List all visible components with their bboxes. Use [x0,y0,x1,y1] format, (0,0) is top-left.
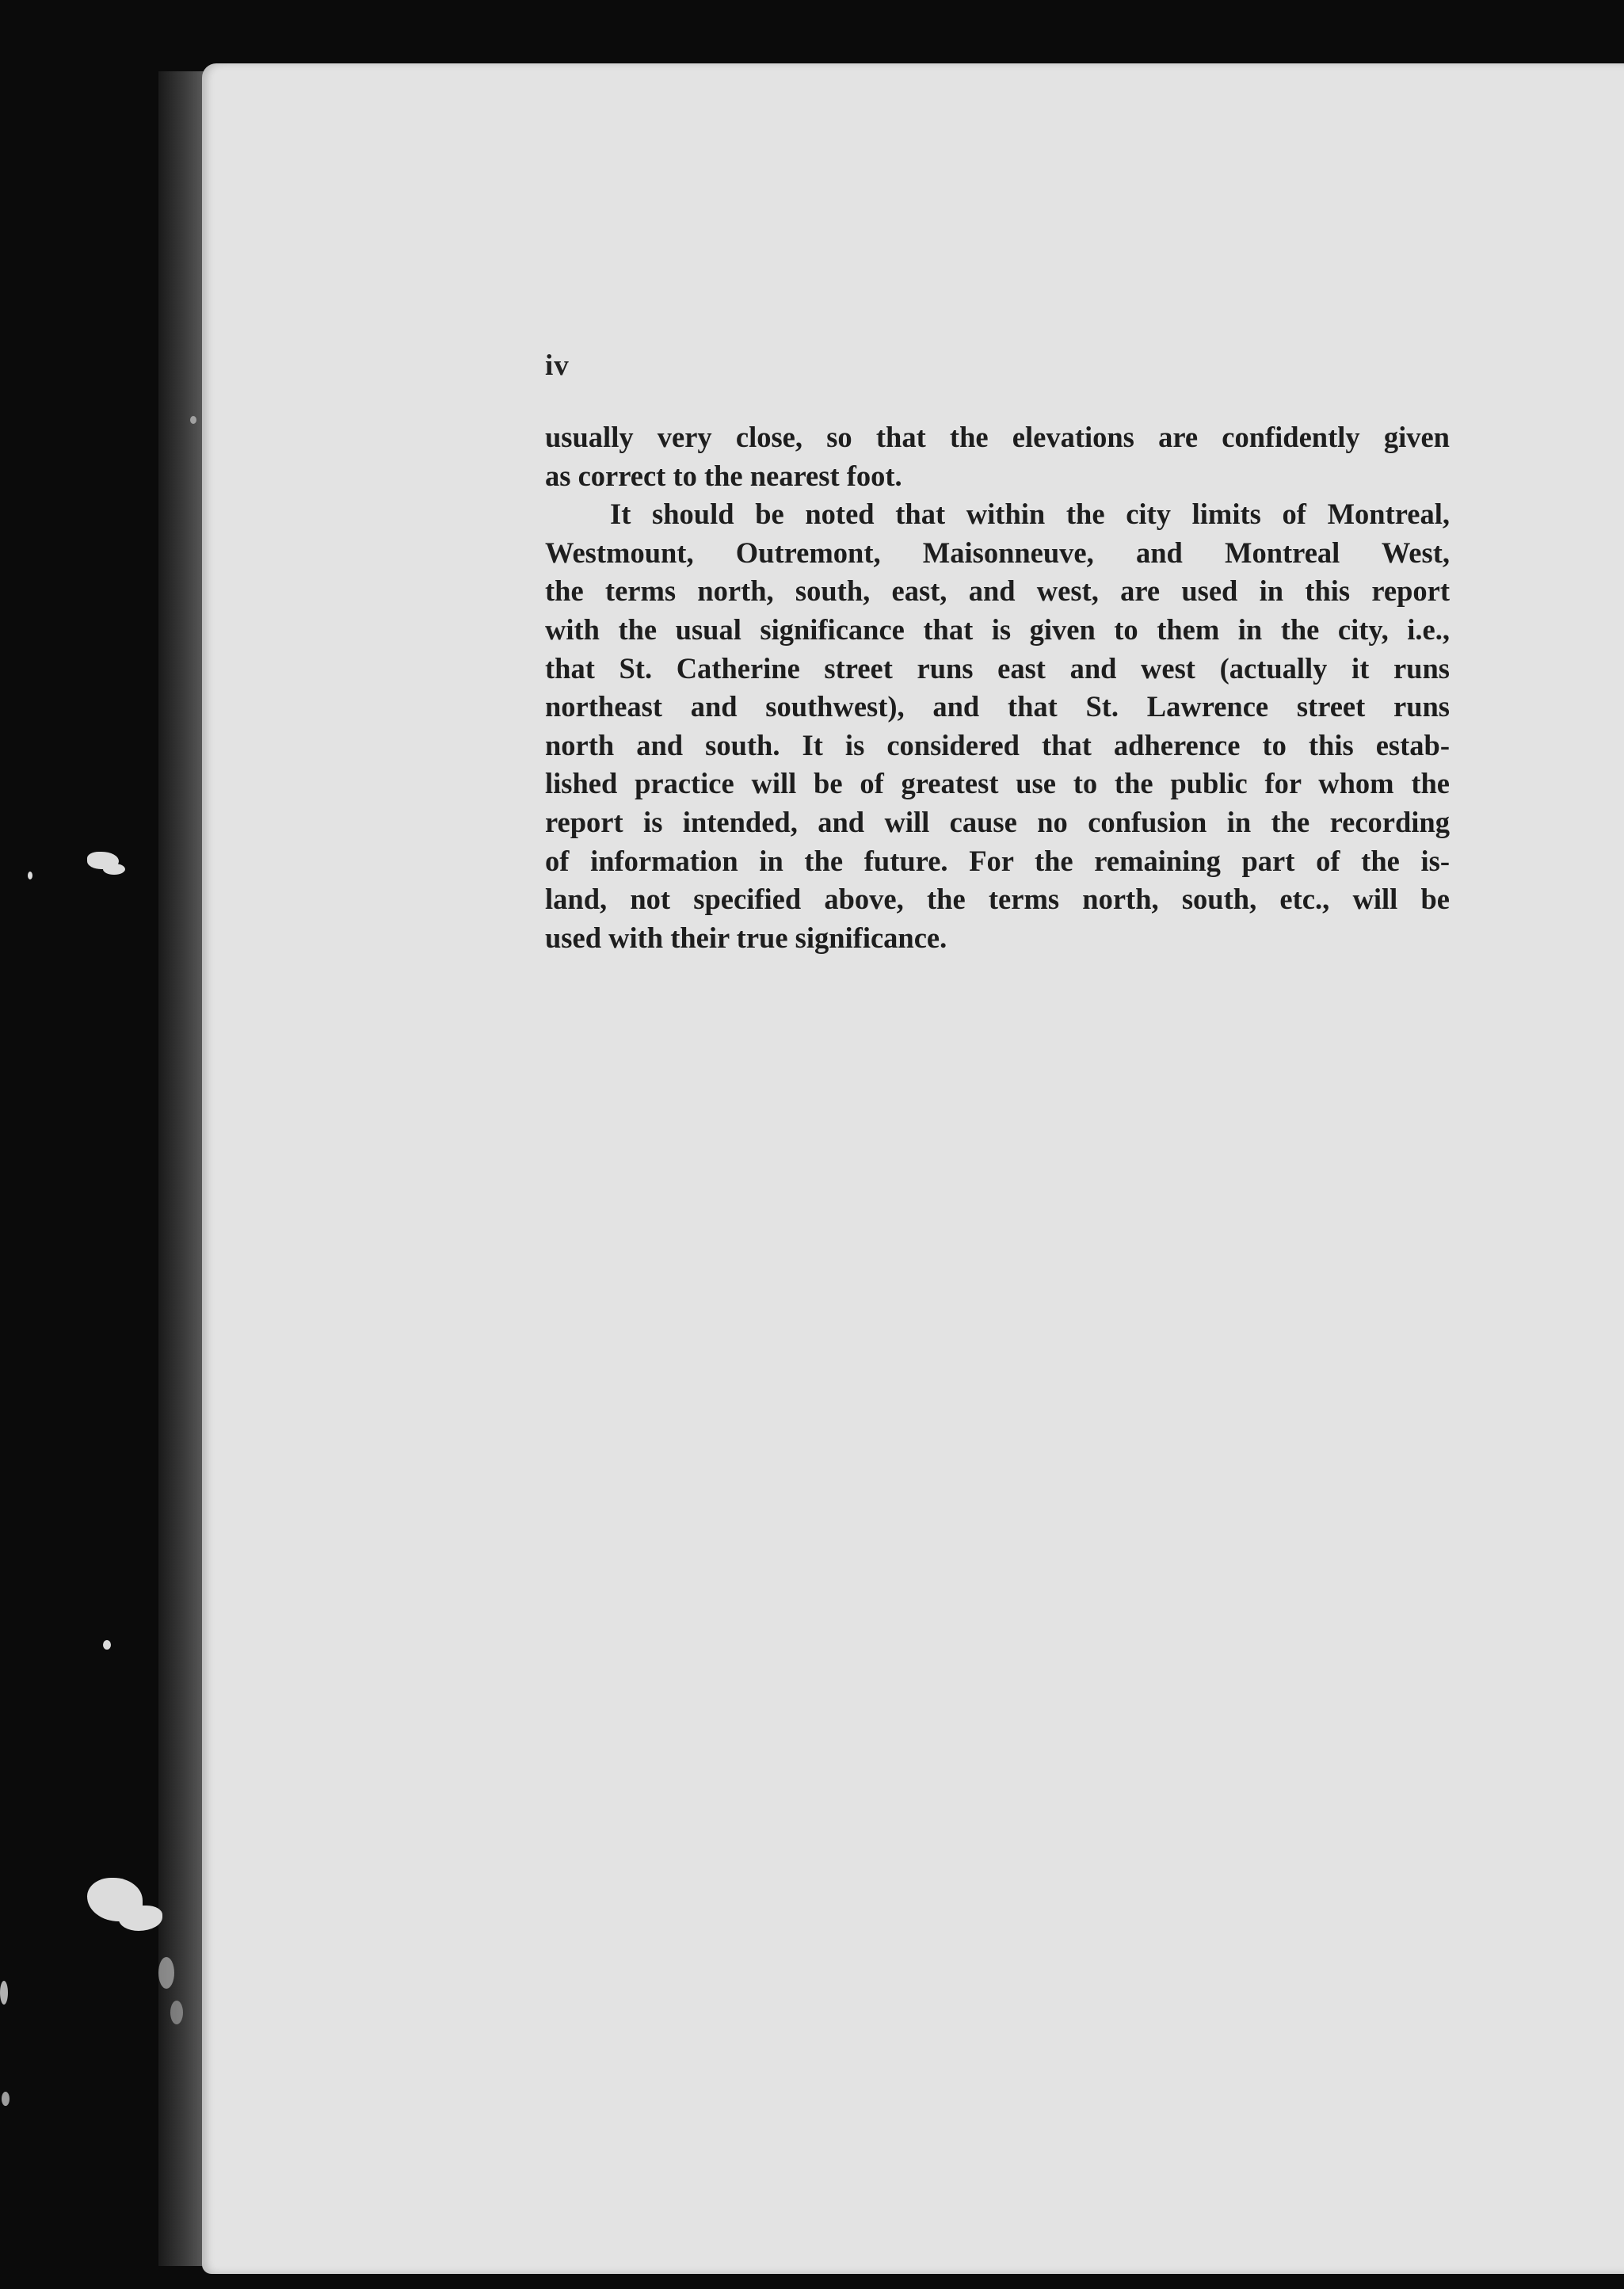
text-line: with the usual significance that is given to them in the city, i.e., [545,612,1450,646]
text-line: northeast and southwest), and that St. Lawrence street runs [545,690,1450,723]
text-line: that St. Catherine street runs east and west (actually it runs [545,651,1450,685]
text-line: report is intended, and will cause no confusion in the recording [545,805,1450,838]
scan-speck [28,872,32,879]
text-line: land, not specified above, the terms north, south, etc., will be [545,883,1450,916]
scan-speck [103,1640,111,1650]
page-number: iv [545,349,570,382]
text-line: It should be noted that within the city limits of Montreal, [610,498,1450,531]
scan-speck [119,1906,162,1931]
text-line: as correct to the nearest foot. [545,459,902,492]
page-sheet [202,63,1624,2274]
text-line: of information in the future. For the remaining part of the is- [545,844,1450,877]
text-line: the terms north, south, east, and west, are used in this report [545,574,1450,608]
scan-speck [170,2001,183,2024]
scan-speck [2,2092,10,2106]
scan-spine-shadow [158,71,204,2266]
scan-speck [158,1957,174,1989]
text-line: usually very close, so that the elevations are confidently given [545,421,1450,453]
text-line: north and south. It is considered that adherence to this estab- [545,728,1450,761]
scan-speck [0,1981,8,2005]
text-line: Westmount, Outremont, Maisonneuve, and Montreal West, [545,536,1450,569]
body-text [545,418,1450,957]
text-line: used with their true significance. [545,921,947,954]
scan-speck [103,864,125,875]
scan-speck [190,416,196,424]
text-line: lished practice will be of greatest use to the public for whom the [545,767,1450,800]
